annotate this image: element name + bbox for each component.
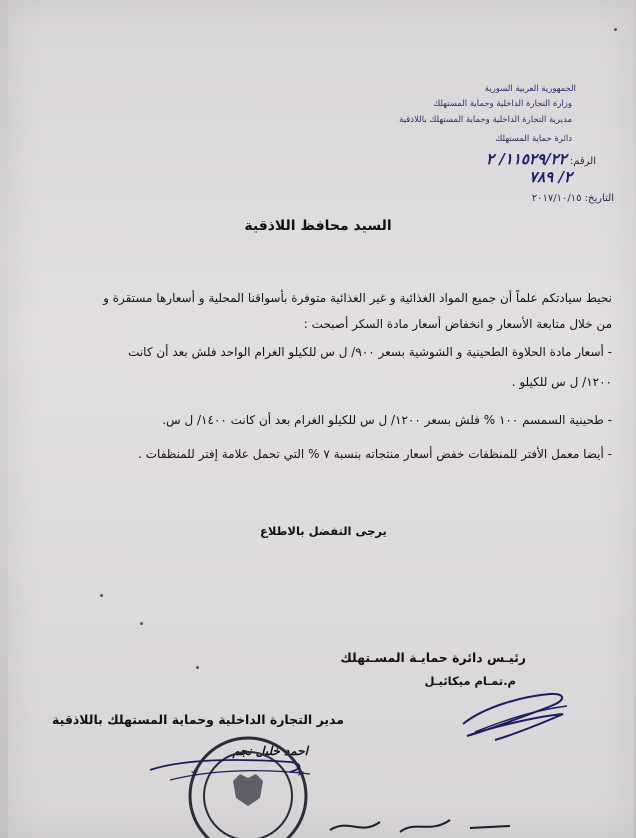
director-name: احمد خليل نجم xyxy=(232,744,308,758)
svg-text:★: ★ xyxy=(296,768,305,779)
speck xyxy=(140,622,143,625)
date-line xyxy=(532,193,614,204)
page-title: السيد محافظ اللاذقية xyxy=(244,218,392,234)
body-item-detergent: - أيضا معمل الأفتر للمنظفات خفض أسعار منتجاته بنسبة ٧ % التي تحمل علامة إفتر للمنظفات . xyxy=(138,447,612,461)
head-signature-icon xyxy=(455,676,575,746)
header-department: دائرة حماية المستهلك xyxy=(495,134,572,144)
body-item-halawa-cont: ١٢٠٠/ ل س للكيلو . xyxy=(511,375,612,389)
header-ministry: وزارة التجارة الداخلية وحماية المستهلك xyxy=(433,99,572,109)
reference-label: الرقم: xyxy=(569,156,596,167)
header-country: الجمهورية العربية السورية xyxy=(484,84,576,94)
department-head-title: رئيـس دائرة حمايـة المسـتهلك xyxy=(340,650,526,665)
reference-value-2: ٢/ ٧٨٩ xyxy=(529,168,572,186)
reference-value: ١١٥٢٩/٢٢/ ٢ xyxy=(486,150,567,168)
reference-number xyxy=(486,150,596,168)
svg-text:★: ★ xyxy=(190,768,199,779)
closing-line: يرجى التفضل بالاطلاع xyxy=(260,524,387,538)
date-value: ٢٠١٧/١٠/١٥ xyxy=(531,193,582,204)
date-label: التاريخ: xyxy=(584,193,614,204)
director-title: مدير التجارة الداخلية وحماية المستهلك باللاذقية xyxy=(52,712,344,727)
body-paragraph-1: نحيط سيادتكم علماً أن جميع المواد الغذائية و غير الغذائية متوفرة بأسواقنا المحلية و أسعارها مستقرة و xyxy=(103,291,612,305)
bottom-handwriting-icon xyxy=(320,808,520,838)
body-item-tahini: - طحينية السمسم ١٠٠ % فلش بسعر ١٢٠٠/ ل س للكيلو الغرام بعد أن كانت ١٤٠٠/ ل س. xyxy=(162,413,612,427)
speck xyxy=(614,28,617,31)
speck xyxy=(196,666,199,669)
header-directorate: مديرية التجارة الداخلية وحماية المستهلك باللاذقية xyxy=(399,115,572,125)
body-item-halawa: - أسعار مادة الحلاوة الطحينية و الشوشية بسعر ٩٠٠/ ل س للكيلو الغرام الواحد فلش بعد أن كانت xyxy=(128,345,612,359)
body-paragraph-2: من خلال متابعة الأسعار و انخفاض أسعار مادة السكر أصبحت : xyxy=(303,317,612,331)
speck xyxy=(100,594,103,597)
department-head-name: م.تمـام ميكائيـل xyxy=(424,674,516,688)
director-signature-icon xyxy=(140,740,320,800)
